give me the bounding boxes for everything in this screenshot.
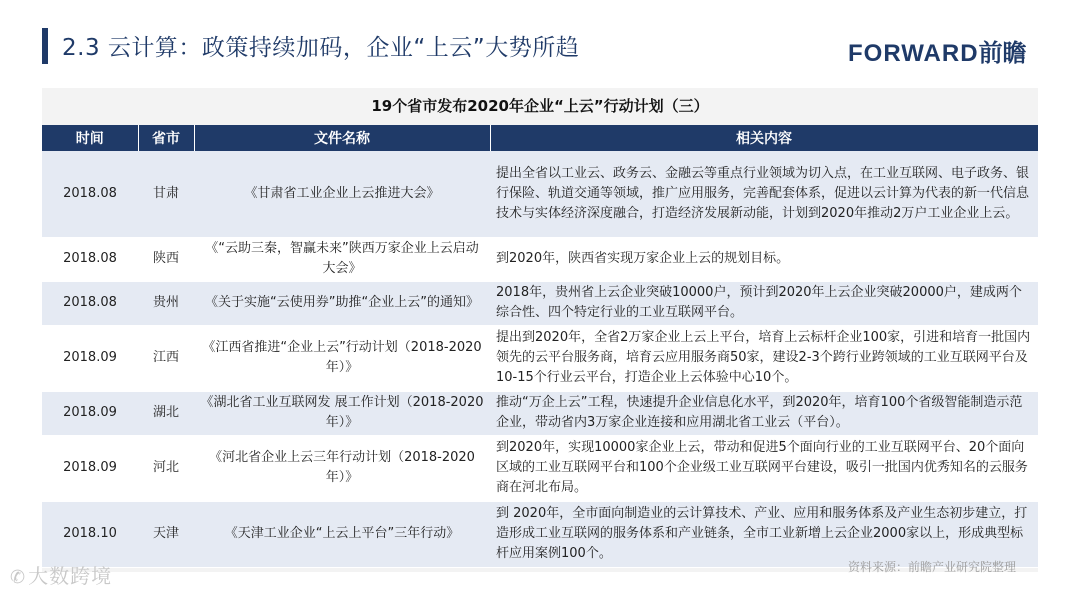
cell-province: 湖北	[138, 391, 194, 435]
cell-time: 2018.08	[42, 151, 138, 237]
cell-document: 《湖北省工业互联网发 展工作计划（2018-2020年）》	[194, 391, 490, 435]
table-row	[42, 281, 1038, 325]
cell-province: 陕西	[138, 237, 194, 281]
watermark-logo-icon: ✆	[10, 567, 27, 588]
cell-time: 2018.08	[42, 281, 138, 325]
table-row	[42, 151, 1038, 237]
table-header-row	[42, 125, 1038, 151]
cell-time: 2018.09	[42, 325, 138, 391]
table-row	[42, 391, 1038, 435]
cell-document: 《“云助三秦，智赢未来”陕西万家企业上云启动大会》	[194, 237, 490, 281]
cell-document: 《甘肃省工业企业上云推进大会》	[194, 151, 490, 237]
cell-content: 提出到2020年，全省2万家企业上云上平台，培育上云标杆企业100家，引进和培育一批国内领先的云平台服务商，培育云应用服务商50家，建设2-3个跨行业跨领域的工业互联网平台及10-15个行业云平台，打造企业上云体验中心10个。	[490, 325, 1038, 391]
title-accent-bar	[42, 28, 48, 64]
cell-province: 江西	[138, 325, 194, 391]
cell-province: 贵州	[138, 281, 194, 325]
page-title: 2.3 云计算：政策持续加码，企业“上云”大势所趋	[62, 35, 580, 61]
cell-document: 《天津工业企业“上云上平台”三年行动》	[194, 501, 490, 567]
cell-document: 《关于实施“云使用券”助推“企业上云”的通知》	[194, 281, 490, 325]
cell-time: 2018.09	[42, 391, 138, 435]
cell-document: 《河北省企业上云三年行动计划（2018-2020年）》	[194, 435, 490, 501]
cell-province: 甘肃	[138, 151, 194, 237]
cell-content: 2018年，贵州省上云企业突破10000户，预计到2020年上云企业突破20000户，建成两个综合性、四个特定行业的工业互联网平台。	[490, 281, 1038, 325]
cell-time: 2018.09	[42, 435, 138, 501]
logo-cn: 前瞻	[978, 40, 1027, 67]
cell-time: 2018.10	[42, 501, 138, 567]
cell-content: 提出全省以工业云、政务云、金融云等重点行业领域为切入点，在工业互联网、电子政务、银行保险、轨道交通等领域，推广应用服务，完善配套体系，促进以云计算为代表的新一代信息技术与实体经济深度融合，打造经济发展新动能，计划到2020年推动2万户工业企业上云。	[490, 151, 1038, 237]
cell-content: 推动“万企上云”工程，快速提升企业信息化水平，到2020年，培育100个省级智能制造示范企业，带动省内3万家企业连接和应用湖北省工业云（平台）。	[490, 391, 1038, 435]
table-row	[42, 237, 1038, 281]
watermark	[10, 560, 112, 589]
column-header-time: 时间	[42, 125, 138, 151]
column-header-province: 省市	[138, 125, 194, 151]
source-note: 资料来源：前瞻产业研究院整理	[848, 560, 1017, 574]
table-row	[42, 325, 1038, 391]
table-title: 19个省市发布2020年企业“上云”行动计划（三）	[371, 97, 709, 115]
forward-logo	[848, 33, 1027, 68]
cell-province: 天津	[138, 501, 194, 567]
cell-content: 到 2020年，全市面向制造业的云计算技术、产业、应用和服务体系及产业生态初步建立，打造形成工业互联网的服务体系和产业链条，全市工业新增上云企业2000家以上，形成典型标杆应用案例100个。	[490, 501, 1038, 567]
cell-document: 《江西省推进“企业上云”行动计划（2018-2020年）》	[194, 325, 490, 391]
cell-time: 2018.08	[42, 237, 138, 281]
logo-latin: FORWARD	[848, 40, 979, 67]
column-header-document: 文件名称	[194, 125, 490, 151]
table-row	[42, 435, 1038, 501]
cell-province: 河北	[138, 435, 194, 501]
cell-content: 到2020年，实现10000家企业上云，带动和促进5个面向行业的工业互联网平台、20个面向区域的工业互联网平台和100个企业级工业互联网平台建设，吸引一批国内优秀知名的云服务商在河北布局。	[490, 435, 1038, 501]
cell-content: 到2020年，陕西省实现万家企业上云的规划目标。	[490, 237, 1038, 281]
column-header-content: 相关内容	[490, 125, 1038, 151]
watermark-text: 大数跨境	[28, 564, 113, 588]
action-plan-table	[42, 125, 1039, 568]
